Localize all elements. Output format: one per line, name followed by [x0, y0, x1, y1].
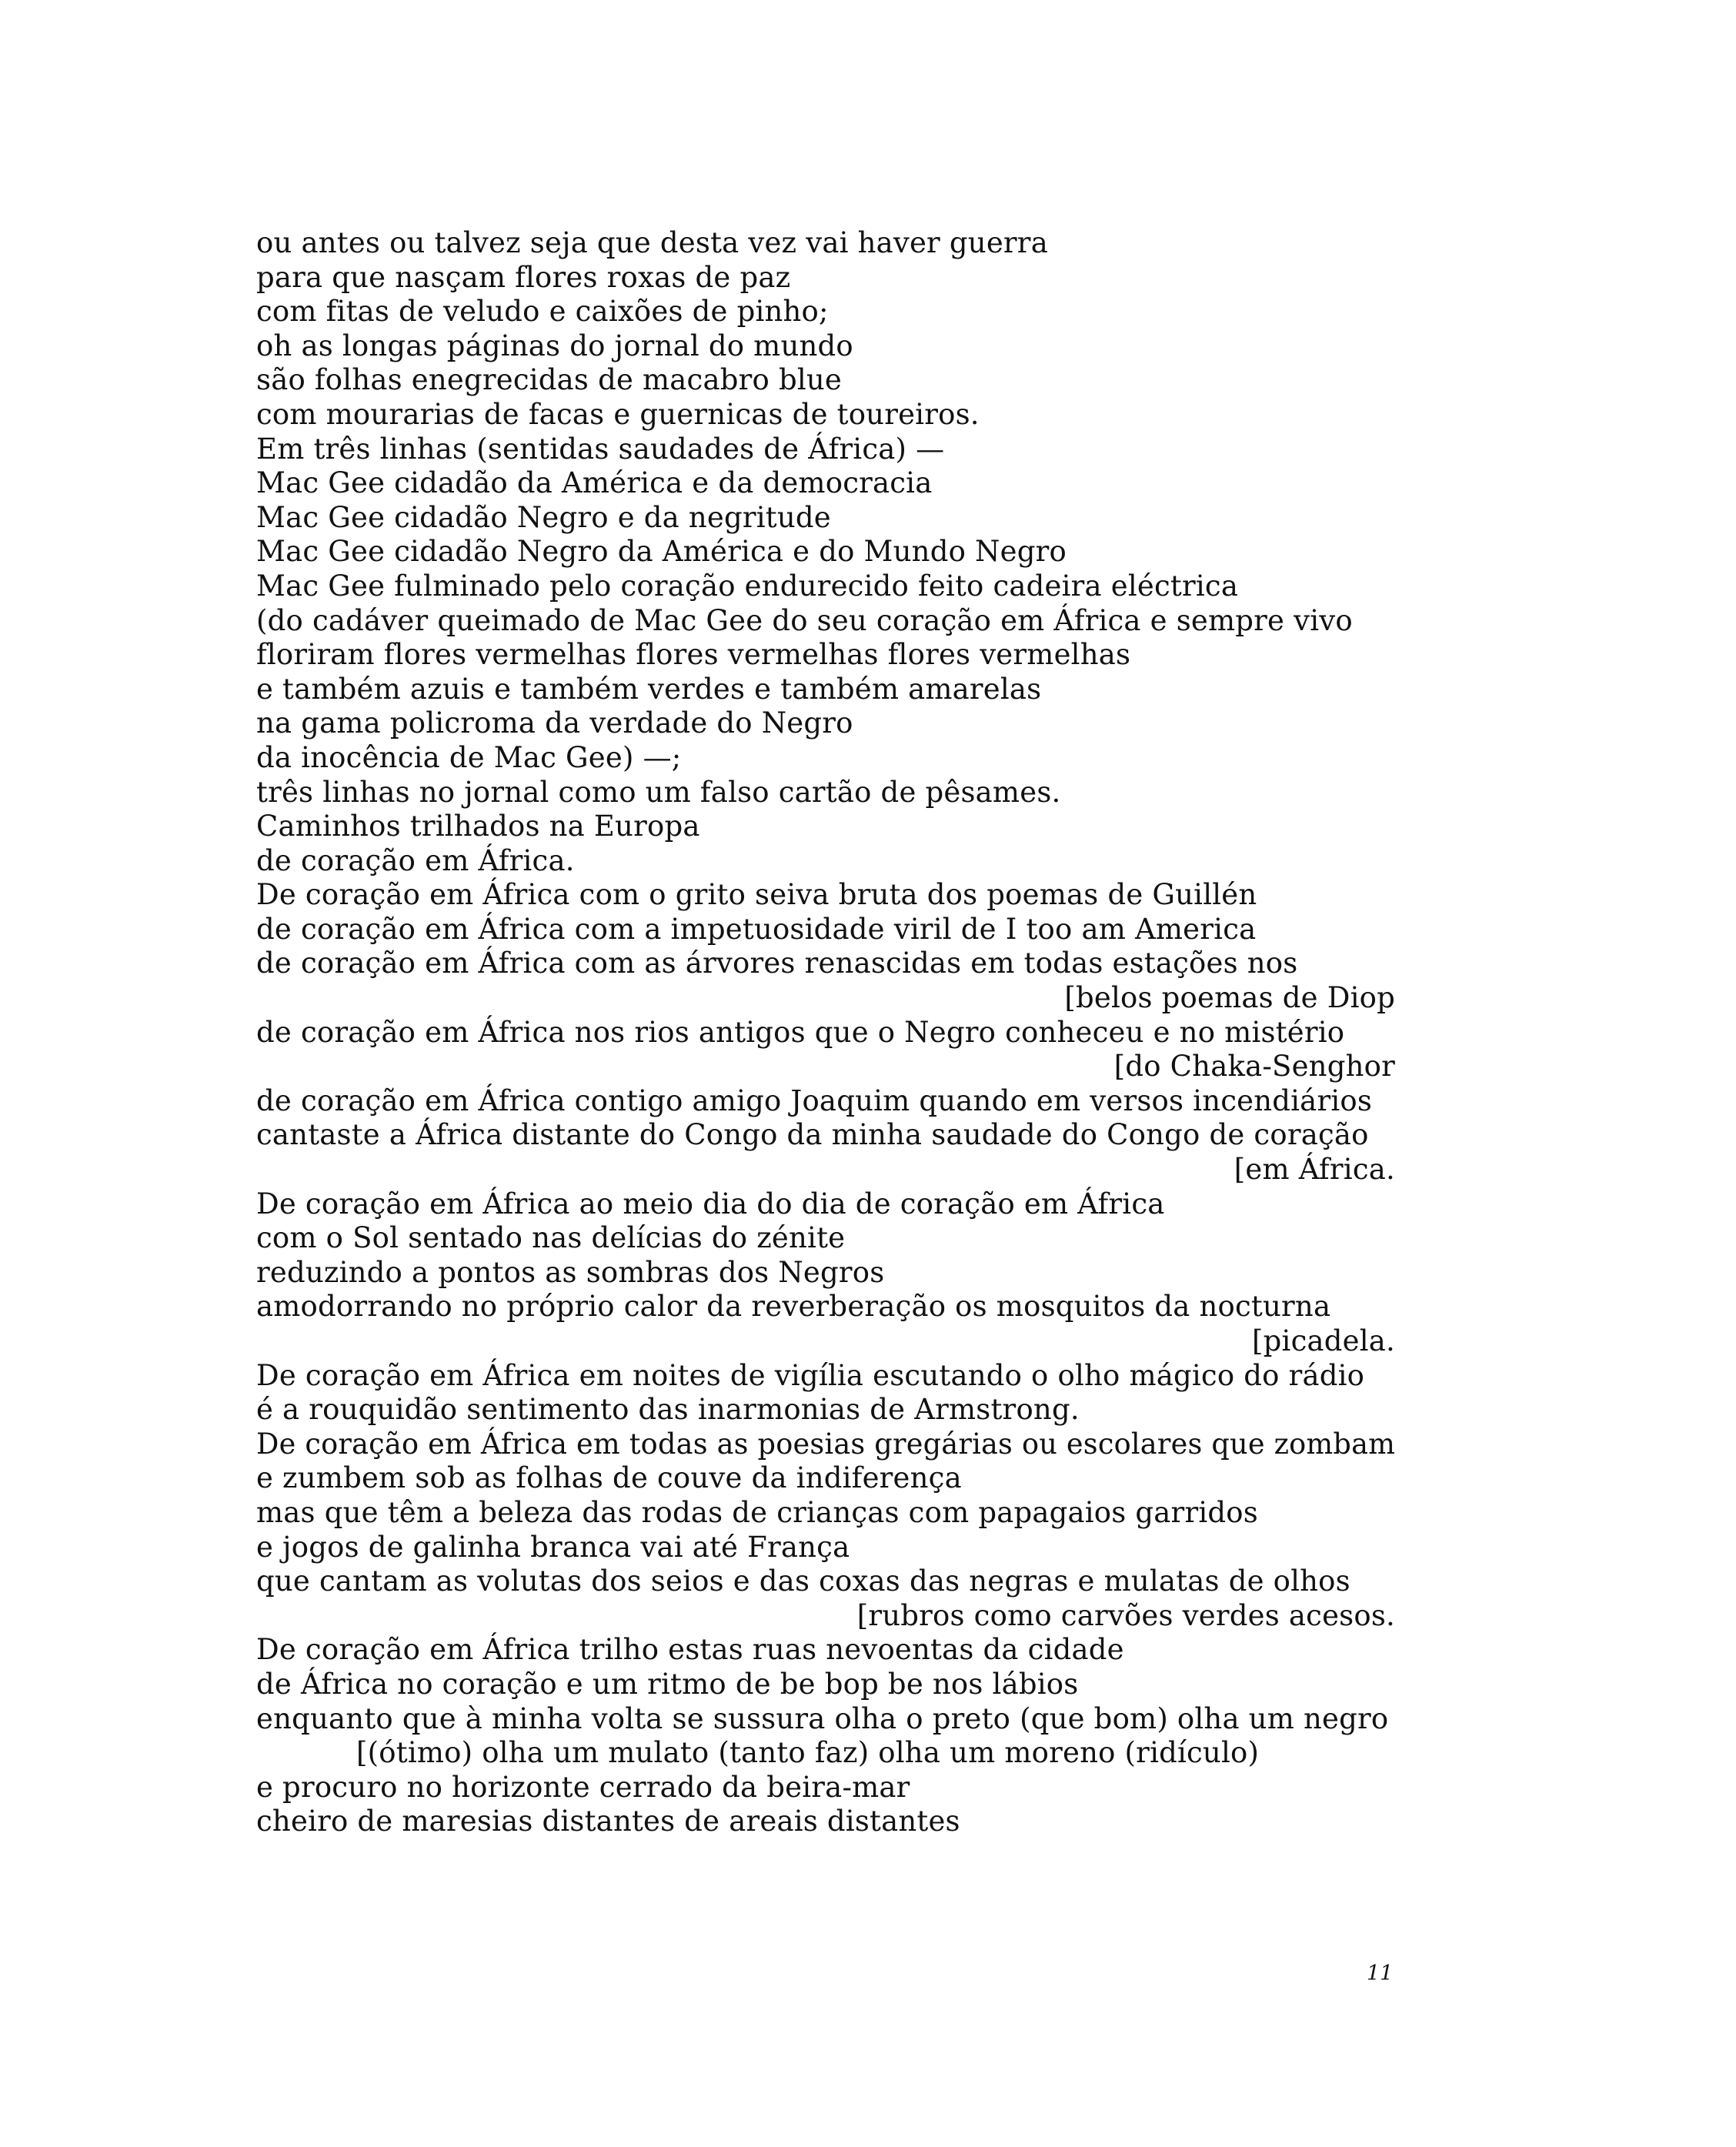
poem-line: Mac Gee cidadão Negro da América e do Mundo Negro — [256, 535, 1067, 569]
poem-line: Em três linhas (sentidas saudades de África) — — [256, 432, 945, 466]
poem-line: De coração em África em noites de vigília escutando o olho mágico do rádio — [256, 1358, 1365, 1392]
poem-line: de coração em África com a impetuosidade viril de I too am America — [256, 912, 1257, 946]
poem-line: enquanto que à minha volta se sussura olha o preto (que bom) olha um negro — [256, 1701, 1389, 1735]
poem-line: oh as longas páginas do jornal do mundo — [256, 329, 853, 362]
poem-line: ou antes ou talvez seja que desta vez vai haver guerra — [256, 226, 1048, 259]
poem-line: cantaste a África distante do Congo da minha saudade do Congo de coração — [256, 1118, 1369, 1152]
poem-line: Caminhos trilhados na Europa — [256, 810, 700, 843]
poem-line: com fitas de veludo e caixões de pinho; — [256, 295, 829, 329]
poem-line: De coração em África em todas as poesias gregárias ou escolares que zombam — [256, 1427, 1396, 1461]
poem-line: cheiro de maresias distantes de areais distantes — [256, 1805, 960, 1838]
poem-line-continuation: [(ótimo) olha um mulato (tanto faz) olha um moreno (ridículo) — [356, 1736, 1260, 1770]
poem-line: de coração em África nos rios antigos que o Negro conheceu e no mistério — [256, 1015, 1345, 1049]
poem-line: da inocência de Mac Gee) —; — [256, 740, 682, 774]
poem-line: e também azuis e também verdes e também amarelas — [256, 672, 1042, 706]
poem-line: reduzindo a pontos as sombras dos Negros — [256, 1255, 885, 1289]
poem-line: amodorrando no próprio calor da reverberação os mosquitos da nocturna — [256, 1290, 1331, 1324]
poem-line: três linhas no jornal como um falso cartão de pêsames. — [256, 775, 1061, 809]
poem-line-continuation: [picadela. — [1252, 1324, 1395, 1357]
poem-line: Mac Gee cidadão da América e da democracia — [256, 466, 933, 500]
poem-line: e zumbem sob as folhas de couve da indiferença — [256, 1461, 962, 1495]
poem-line: e jogos de galinha branca vai até França — [256, 1530, 850, 1564]
poem-line: de coração em África com as árvores renascidas em todas estações nos — [256, 947, 1298, 980]
poem-line: Mac Gee cidadão Negro e da negritude — [256, 500, 831, 534]
page-number: 11 — [1367, 1962, 1394, 1985]
poem-text — [256, 226, 1395, 1839]
poem-line: com mourarias de facas e guernicas de toureiros. — [256, 397, 980, 431]
poem-line: de coração em África. — [256, 843, 575, 877]
poem-line: floriram flores vermelhas flores vermelhas flores vermelhas — [256, 638, 1131, 672]
poem-line: na gama policroma da verdade do Negro — [256, 706, 853, 740]
poem-line: De coração em África ao meio dia do dia de coração em África — [256, 1187, 1165, 1220]
poem-line: é a rouquidão sentimento das inarmonias de Armstrong. — [256, 1393, 1080, 1427]
poem-line: (do cadáver queimado de Mac Gee do seu coração em África e sempre vivo — [256, 603, 1353, 637]
poem-line: que cantam as volutas dos seios e das coxas das negras e mulatas de olhos — [256, 1564, 1350, 1598]
poem-line-continuation: [belos poemas de Diop — [1064, 981, 1395, 1015]
poem-line: para que nasçam flores roxas de paz — [256, 260, 791, 294]
poem-line-continuation: [do Chaka-Senghor — [1113, 1050, 1395, 1084]
poem-line: e procuro no horizonte cerrado da beira-mar — [256, 1770, 910, 1804]
poem-line-continuation: [rubros como carvões verdes acesos. — [856, 1598, 1395, 1632]
poem-line: de África no coração e um ritmo de be bop be nos lábios — [256, 1667, 1079, 1701]
poem-line: Mac Gee fulminado pelo coração endurecido feito cadeira eléctrica — [256, 569, 1239, 603]
poem-line: com o Sol sentado nas delícias do zénite — [256, 1221, 846, 1255]
poem-line: de coração em África contigo amigo Joaquim quando em versos incendiários — [256, 1084, 1373, 1117]
poem-line: De coração em África com o grito seiva bruta dos poemas de Guillén — [256, 878, 1257, 912]
poem-line: são folhas enegrecidas de macabro blue — [256, 363, 842, 397]
poem-line-continuation: [em África. — [1234, 1153, 1395, 1187]
poem-line: mas que têm a beleza das rodas de crianças com papagaios garridos — [256, 1495, 1258, 1529]
poem-line: De coração em África trilho estas ruas nevoentas da cidade — [256, 1633, 1124, 1667]
